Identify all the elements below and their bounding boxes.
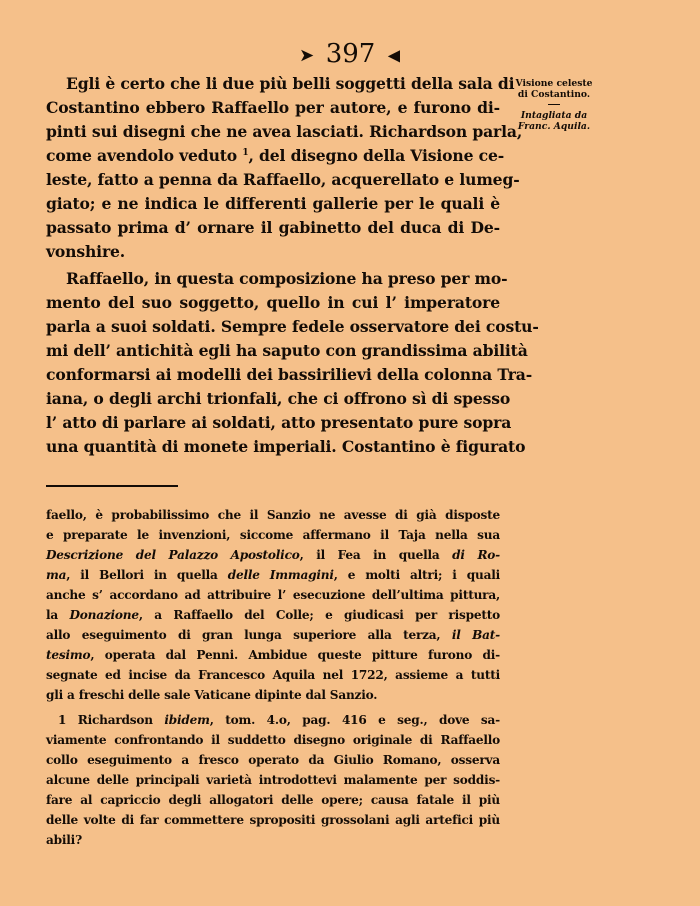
ornament-left-icon: ➤ [299,45,314,65]
text-segment: 1 Richardson [58,713,165,727]
footnote-line [46,545,500,565]
text-line: leste, fatto a penna da Raffaello, acquerellato e lumeg- [46,170,520,189]
footnote-line: delle volte di far commettere spropositi grossolani agli artefici più [46,813,500,827]
text-segment: ibidem [164,713,210,727]
text-line: giato; e ne indica le differenti gallerie per le quali è [46,194,500,213]
text-segment: la [46,608,70,622]
text-segment: di Ro- [452,548,500,562]
footnote-line: alcune delle principali varietà introdottevi malamente per soddis- [46,773,500,787]
footnote-line [46,605,500,625]
footnote-line: fare al capriccio degli allogatori delle opere; causa fatale il più [46,793,500,807]
footnote-line [58,710,500,730]
margin-note-line: Intagliata da [520,110,588,121]
text-line: l’ atto di parlare ai soldati, atto presentato pure sopra [46,413,512,432]
text-line: Costantino ebbero Raffaello per autore, e furono di- [46,98,500,117]
margin-note-line: di Costantino. [517,89,591,100]
footnote-line: faello, è probabilissimo che il Sanzio ne avesse di già disposte [46,508,500,522]
margin-note-visione [506,78,602,100]
footnote-separator [46,485,178,487]
text-line: vonshire. [46,242,126,261]
footnote-line: anche s’ accordano ad attribuire l’ esecuzione dell’ultima pittura, [46,588,500,602]
footnote-line [46,565,500,585]
text-line: mi dell’ antichità egli ha saputo con grandissima abilità [46,341,528,360]
text-line: mento del suo soggetto, quello in cui l’ imperatore [46,293,500,312]
text-segment: Descrizione del Palazzo Apostolico [46,548,300,562]
margin-divider [548,104,560,105]
footnote-line: segnate ed incise da Francesco Aquila nel 1722, assieme a tutti [46,668,500,682]
text-line: pinti sui disegni che ne avea lasciati. Richardson parla, [46,122,523,141]
footnote-line [46,645,500,665]
text-segment: tesimo [46,648,91,662]
text-line: Egli è certo che li due più belli soggetti della sala di [66,74,515,93]
footnote-line: collo eseguimento a fresco operato da Giulio Romano, osserva [46,753,500,767]
page-number-value: 397 [325,39,376,69]
margin-note-line: Visione celeste [515,78,593,89]
text-line [46,144,505,168]
footnote-line [46,625,500,645]
text-segment: , operata dal Penni. Ambidue queste pitture furono di- [90,648,500,662]
text-line: passato prima d’ ornare il gabinetto del duca di De- [46,218,500,237]
text-line: parla a suoi soldati. Sempre fedele osservatore dei costu- [46,317,539,336]
text-line: una quantità di monete imperiali. Costantino è figurato [46,437,526,456]
margin-note-line: Franc. Aquila. [517,121,591,132]
footnote-ref: 1 [242,147,249,158]
text-segment: come avendolo veduto [46,146,238,165]
text-segment: allo eseguimento di gran lunga superiore alla terza, [46,628,452,642]
text-segment: delle Immagini [227,568,334,582]
footnote-line: gli a freschi delle sale Vaticane dipinte dal Sanzio. [46,688,378,702]
text-segment: , il Bellori in quella [66,568,228,582]
text-segment: , del disegno della Visione ce- [248,146,505,165]
text-line: Raffaello, in questa composizione ha preso per mo- [66,269,508,288]
text-segment: il Bat- [451,628,500,642]
text-line: iana, o degli archi trionfali, che ci offrono sì di spesso [46,389,511,408]
text-segment: ma [46,568,67,582]
page-number [0,40,700,70]
text-segment: , il Fea in quella [299,548,453,562]
text-segment: Donazione [69,608,139,622]
footnote-line: abili? [46,833,82,847]
text-line: conformarsi ai modelli dei bassirilievi della colonna Tra- [46,365,533,384]
ornament-right-icon: ◀ [387,45,401,65]
text-segment: , a Raffaello del Colle; e giudicasi per rispetto [138,608,500,622]
text-segment: , e molti altri; i quali [333,568,500,582]
footnote-line: e preparate le invenzioni, siccome affermano il Taja nella sua [46,528,500,542]
text-segment: , tom. 4.o, pag. 416 e seg., dove sa- [209,713,500,727]
footnote-line: viamente confrontando il suddetto disegno originale di Raffaello [46,733,500,747]
